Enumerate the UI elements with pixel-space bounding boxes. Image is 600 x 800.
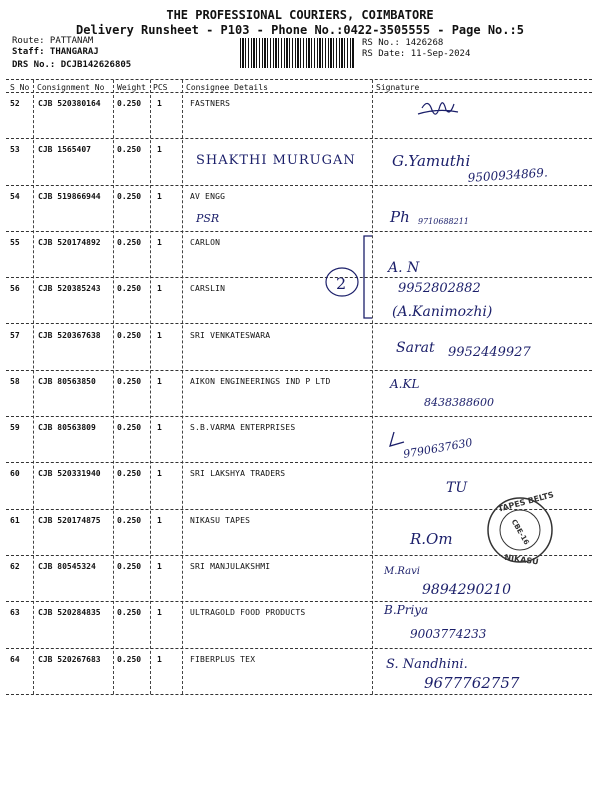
- row-consignment-no: CJB 520174892: [38, 237, 101, 247]
- row-pcs: 1: [157, 608, 162, 618]
- row-consignee: S.B.VARMA ENTERPRISES: [190, 423, 296, 433]
- row-weight: 0.250: [117, 469, 142, 479]
- row-sno: 55: [10, 237, 20, 247]
- row-consignment-no: CJB 520174875: [38, 515, 101, 525]
- signature-58: A.KL: [390, 377, 420, 391]
- row-sno: 59: [10, 423, 20, 433]
- row-weight: 0.250: [117, 99, 142, 108]
- row-weight: 0.250: [117, 608, 142, 618]
- row-weight: 0.250: [117, 423, 142, 433]
- row-consignee: FIBERPLUS TEX: [190, 654, 256, 664]
- row-consignment-no: CJB 80563809: [38, 423, 96, 433]
- row-weight: 0.250: [117, 145, 142, 155]
- signature-55: A. N: [388, 260, 420, 276]
- stamp-top-text: TAPES BELTS: [496, 490, 555, 514]
- handwritten-name-63: B.Priya: [384, 603, 429, 617]
- signature-61: R.Om: [410, 530, 453, 548]
- row-sno: 52: [10, 99, 20, 108]
- row-consignee: AIKON ENGINEERINGS IND P LTD: [190, 376, 331, 386]
- row-pcs: 1: [157, 237, 162, 247]
- col-header-consignment: Consignment No: [37, 83, 105, 92]
- row-weight: 0.250: [117, 515, 142, 525]
- row-consignment-no: CJB 520331940: [38, 469, 101, 479]
- phone-58: 8438388600: [424, 396, 494, 409]
- row-consignment-no: CJB 80563850: [38, 376, 96, 386]
- row-weight: 0.250: [117, 237, 142, 247]
- row-sno: 58: [10, 376, 20, 386]
- route-label: Route: PATTANAM: [12, 36, 94, 46]
- row-consignee: CARLON: [190, 237, 221, 247]
- row-consignee: SRI LAKSHYA TRADERS: [190, 469, 286, 479]
- row-consignment-no: CJB 1565407: [38, 145, 91, 155]
- row-consignee: CARSLIN: [190, 284, 226, 294]
- row-weight: 0.250: [117, 330, 142, 340]
- row-consignment-no: CJB 80545324: [38, 562, 96, 571]
- signature-54: Ph: [390, 208, 410, 226]
- row-sno: 61: [10, 515, 20, 525]
- row-pcs: 1: [157, 191, 162, 201]
- signature-62: M.Ravi: [384, 566, 420, 577]
- row-pcs: 1: [157, 469, 162, 479]
- row-sno: 56: [10, 284, 20, 294]
- row-weight: 0.250: [117, 284, 142, 294]
- signature-59: [390, 432, 404, 446]
- row-consignment-no: CJB 520385243: [38, 284, 101, 294]
- company-stamp: [488, 490, 555, 567]
- handwritten-consignee-53: SHAKTHI MURUGAN: [196, 153, 356, 168]
- row-sno: 57: [10, 330, 20, 340]
- row-weight: 0.250: [117, 191, 142, 201]
- phone-59: 9790637630: [402, 435, 474, 461]
- col-header-weight: Weight: [117, 83, 146, 92]
- phone-55: 9952802882: [398, 281, 481, 296]
- row-consignee: SRI MANJULAKSHMI: [190, 562, 271, 571]
- row-weight: 0.250: [117, 376, 142, 386]
- col-header-signature: Signature: [376, 83, 420, 92]
- row-pcs: 1: [157, 562, 162, 571]
- row-pcs: 1: [157, 284, 162, 294]
- stamp-center-text: CBE-16: [509, 518, 531, 547]
- rs-date: RS Date: 11-Sep-2024: [362, 49, 471, 59]
- row-consignment-no: CJB 520367638: [38, 330, 101, 340]
- row-sno: 54: [10, 191, 20, 201]
- col-header-pcs: PCS: [153, 83, 168, 92]
- phone-57: 9952449927: [448, 345, 531, 360]
- handwritten-initials-54: PSR: [196, 212, 220, 225]
- row-pcs: 1: [157, 145, 162, 155]
- phone-53: 9500934869.: [467, 165, 549, 185]
- row-sno: 62: [10, 562, 20, 571]
- row-sno: 60: [10, 469, 20, 479]
- bracket-mark: [364, 236, 372, 318]
- row-pcs: 1: [157, 515, 162, 525]
- row-pcs: 1: [157, 376, 162, 386]
- row-consignment-no: CJB 520380164: [38, 99, 101, 108]
- rs-number: RS No.: 1426268: [362, 38, 444, 48]
- signature-60: TU: [446, 480, 468, 496]
- row-consignment-no: CJB 520267683: [38, 654, 101, 664]
- runsheet-subtitle: Delivery Runsheet - P103 - Phone No.:0422-3505555 - Page No.:5: [76, 23, 524, 37]
- col-header-sno: S No: [10, 83, 30, 92]
- staff-label: Staff: THANGARAJ: [12, 47, 99, 57]
- phone-62: 9894290210: [422, 582, 512, 598]
- row-consignee: ULTRAGOLD FOOD PRODUCTS: [190, 608, 306, 618]
- handwritten-name-64: S. Nandhini.: [386, 657, 468, 672]
- circled-number-text: 2: [336, 274, 347, 293]
- row-consignee: NIKASU TAPES: [190, 515, 251, 525]
- signature-scribble-52: [418, 103, 458, 114]
- row-consignment-no: CJB 520284835: [38, 608, 101, 618]
- row-sno: 64: [10, 654, 20, 664]
- phone-63: 9003774233: [410, 627, 487, 641]
- row-pcs: 1: [157, 330, 162, 340]
- row-consignment-no: CJB 519866944: [38, 191, 101, 201]
- stamp-bottom-text: NIKASU: [503, 552, 540, 567]
- row-consignee: FASTNERS: [190, 99, 231, 108]
- row-weight: 0.250: [117, 562, 142, 571]
- row-pcs: 1: [157, 423, 162, 433]
- col-header-consignee: Consignee Details: [186, 83, 268, 92]
- signature-57: Sarat: [396, 340, 435, 356]
- row-weight: 0.250: [117, 654, 142, 664]
- row-pcs: 1: [157, 654, 162, 664]
- row-consignee: SRI VENKATESWARA: [190, 330, 271, 340]
- row-sno: 63: [10, 608, 20, 618]
- phone-64: 9677762757: [424, 674, 520, 692]
- row-sno: 53: [10, 145, 20, 155]
- signature-56: (A.Kanimozhi): [392, 304, 493, 320]
- phone-54: 9710688211: [418, 217, 469, 226]
- row-pcs: 1: [157, 99, 162, 108]
- signature-53: G.Yamuthi: [392, 152, 471, 170]
- drs-number: DRS No.: DCJB142626805: [12, 60, 132, 70]
- company-title: THE PROFESSIONAL COURIERS, COIMBATORE: [166, 8, 434, 22]
- row-consignee: AV ENGG: [190, 191, 226, 201]
